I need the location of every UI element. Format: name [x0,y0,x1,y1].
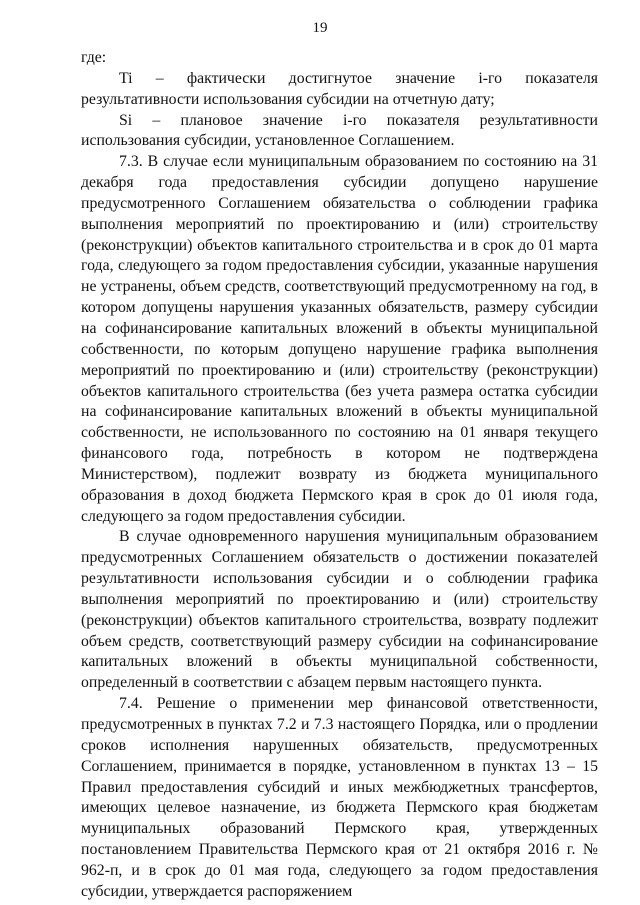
paragraph-7-3: 7.3. В случае если муниципальным образованием по состоянию на 31 декабря года предоставления субсидии допущено нарушение предусмотренного Соглашением обязательства о соблюдении графика выполнения мероприятий по проектированию и (или) строительству (реконструкции) объектов капитального строительства и в срок до 01 марта года, следующего за годом предоставления субсидии, указанные нарушения не устранены, объем средств, соответствующий предусмотренному на год, в котором допущены нарушения указанных обязательств, размеру субсидии на софинансирование капитальных вложений в объекты муниципальной собственности, по которым допущено нарушение графика выполнения мероприятий по проектированию и (или) строительству (реконструкции) объектов капитального строительства (без учета размера остатка субсидии на софинансирование капитальных вложений в объекты муниципальной собственности, не использованного по состоянию на 01 января текущего финансового года, потребность в котором не подтверждена Министерством), подлежит возврату из бюджета муниципального образования в доход бюджета Пермского края в срок до 01 июля года, следующего за годом предоставления субсидии. [81,153,598,525]
paragraph-simultaneous-violation: В случае одновременного нарушения муниципальным образованием предусмотренных Соглашением обязательств о достижении показателей результативности использования субсидии и о соблюдении графика выполнения мероприятий по проектированию и (или) строительству (реконструкции) объектов капитального строительства, возврату подлежит объем средств, соответствующий размеру субсидии на софинансирование капитальных вложений в объекты муниципальной собственности, определенный в соответствии с абзацем первым настоящего пункта. [81,528,598,692]
paragraph-7-4: 7.4. Решение о применении мер финансовой ответственности, предусмотренных в пунктах 7.2 и 7.3 настоящего Порядка, или о продлении сроков исполнения нарушенных обязательств, предусмотренных Соглашением, принимается в порядке, установленном в пунктах 13 – 15 Правил предоставления субсидий и иных межбюджетных трансфертов, имеющих целевое назначение, из бюджета Пермского края бюджетам муниципальных образований Пермского края, утвержденных постановлением Правительства Пермского края от 21 октября 2016 г. № 962-п, и в срок до 01 мая года, следующего за годом предоставления субсидии, утверждается распоряжением [81,695,598,900]
document-body [81,48,598,903]
paragraph-where: где: [81,49,107,66]
paragraph-si-definition: Si – плановое значение i-го показателя результативности использования субсидии, установленное Соглашением. [81,111,598,150]
page-number: 19 [312,20,328,36]
paragraph-ti-definition: Ti – фактически достигнутое значение i-го показателя результативности использования субсидии на отчетную дату; [81,69,598,108]
